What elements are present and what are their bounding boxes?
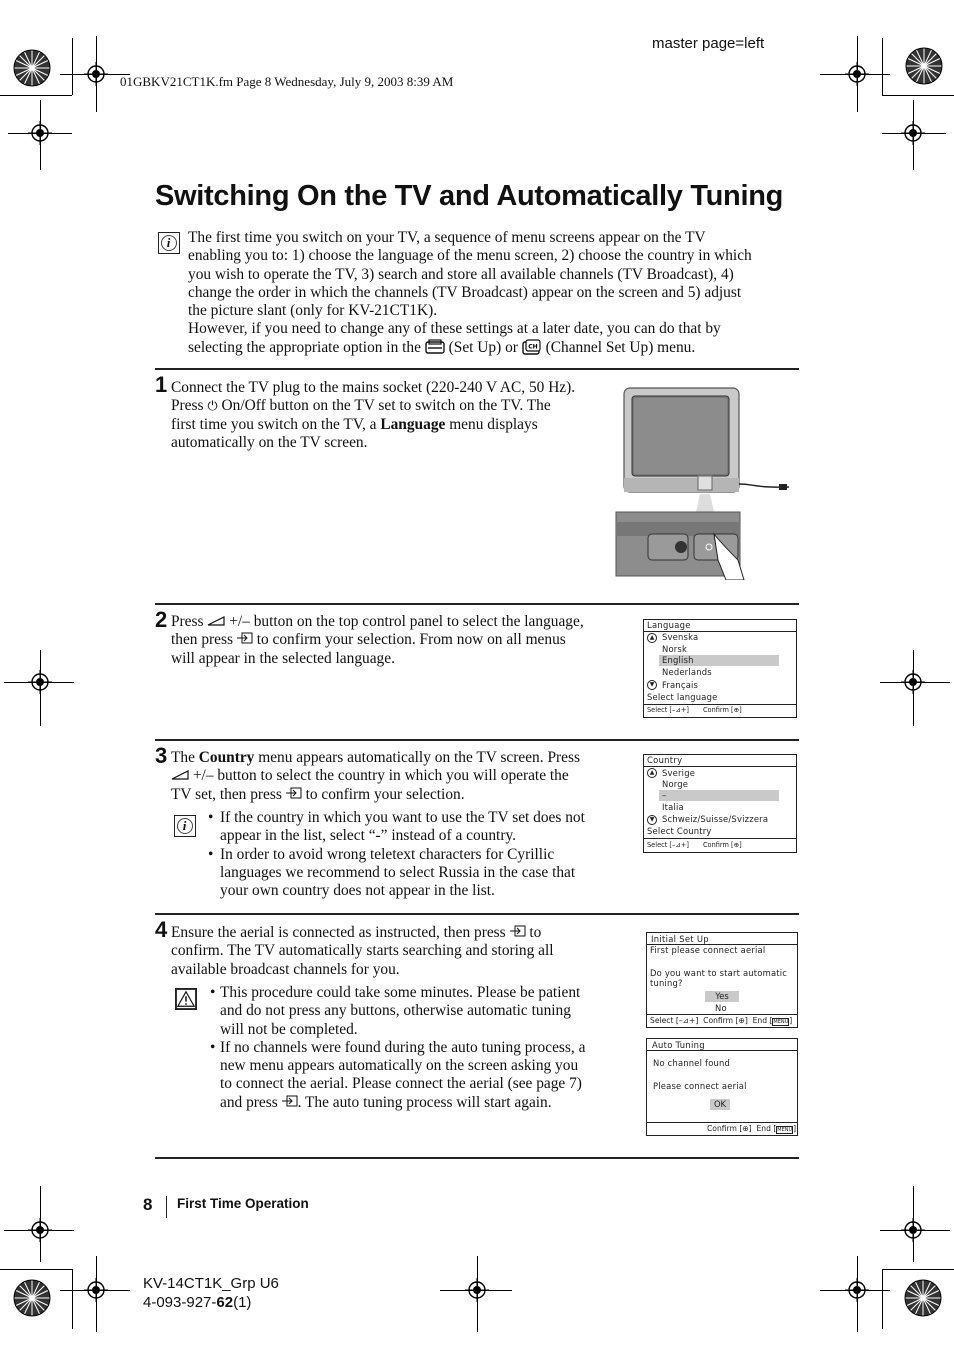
warning-icon [175,988,197,1010]
intro-line: However, if you need to change any of these settings at a later date, you can do that by [188,320,721,338]
step-4-notes [210,984,630,1112]
menu-message: tuning? [650,978,683,988]
registration-mark-icon [845,1278,869,1302]
registration-mark-icon [84,1278,108,1302]
menu-item[interactable]: Svenska [662,632,699,642]
confirm-icon [282,1095,298,1107]
menu-key-icon: MENU [773,1019,789,1025]
channel-setup-icon [522,339,542,355]
volume-wedge-icon [171,770,189,780]
section-divider [155,1157,799,1159]
registration-mark-icon [28,121,52,145]
menu-hint: Select Country [647,826,712,836]
model-code: KV-14CT1K_Grp U6 [143,1275,279,1292]
menu-item[interactable]: Nederlands [662,667,712,677]
section-divider [155,603,799,605]
info-icon: i [158,232,180,254]
step-3-text: The Country menu appears automatically on the TV screen. Press +/– button to select the country in which you will operate the TV set, then press to confirm your selection. [171,749,580,803]
registration-mark-icon [901,1218,925,1242]
intro-line: the picture slant (only for KV-21CT1K). [188,302,438,320]
section-divider [155,368,799,370]
menu-message: Please connect aerial [653,1081,747,1091]
menu-item[interactable]: English [662,655,694,665]
registration-mark-icon [901,670,925,694]
volume-wedge-icon [207,616,225,626]
section-divider [155,913,799,915]
initial-setup-menu [646,932,798,1028]
page-number: 8 [143,1195,153,1214]
intro-line: The first time you switch on your TV, a sequence of menu screens appear on the TV [188,229,706,246]
yes-button[interactable]: Yes [705,991,739,1002]
menu-item[interactable]: Norge [662,779,689,789]
menu-footer: Select [–⊿+] Confirm [⊕] [647,706,742,714]
menu-title: Country [647,755,683,765]
menu-item[interactable]: Italia [662,802,684,812]
registration-mark-icon [901,121,925,145]
auto-tuning-menu [646,1038,798,1136]
confirm-icon [286,787,302,799]
menu-title: Auto Tuning [652,1040,705,1050]
step-3-notes [208,809,628,900]
color-bar-starburst-icon [904,46,944,86]
step-number: 4 [155,917,168,942]
confirm-icon [510,925,526,937]
info-icon: i [174,815,196,837]
part-number: 4-093-927-62(1) [143,1294,252,1311]
menu-message: No channel found [653,1058,731,1068]
arrow-up-icon: ▲ [647,768,657,778]
section-divider [155,739,799,741]
menu-key-icon: MENU [777,1127,793,1133]
bullet-item: • This procedure could take some minutes. Please be patient and do not press any buttons, otherwise automatic tuning will not be completed. [210,984,581,1038]
setup-icon [425,339,445,355]
menu-hint: Select language [647,692,718,702]
country-menu [643,754,797,853]
step-number: 1 [155,372,168,397]
menu-footer: Confirm [⊕] End [MENU] [707,1124,797,1133]
power-icon: ⏻ [207,398,218,414]
menu-item[interactable]: Français [662,680,699,690]
arrow-down-icon: ▼ [647,815,657,825]
registration-mark-icon [28,670,52,694]
file-header-line: 01GBKV21CT1K.fm Page 8 Wednesday, July 9, 2003 8:39 AM [120,74,454,89]
page-title: Switching On the TV and Automatically Tuning [155,180,784,212]
step-1-text: Connect the TV plug to the mains socket (220-240 V AC, 50 Hz). Press ⏻ On/Off button on the TV set to switch on the TV. The first time you switch on the TV, a Language menu displays automatically on the TV screen. [171,379,576,451]
bullet-item: • In order to avoid wrong teletext characters for Cyrillic languages we recommend to select Russia in the case that your own country does not appear in the list. [208,845,576,900]
step-2-text: Press +/– button on the top control panel to select the language, then press to confirm your selection. From now on all menus will appear in the selected language. [171,613,584,667]
menu-item[interactable]: Schweiz/Suisse/Svizzera [662,814,769,824]
step-number: 3 [155,743,168,768]
menu-title: Initial Set Up [651,934,709,944]
color-bar-starburst-icon [12,1278,52,1318]
bullet-item: • If no channels were found during the auto tuning process, a new menu appears automatically on the screen asking you to connect the aerial. Please connect the aerial (see page 7) and press . The auto tuning process will start again. [210,1038,586,1111]
registration-mark-icon [465,1278,489,1302]
footer-divider [166,1196,167,1218]
registration-mark-icon [845,62,869,86]
registration-mark-icon [84,62,108,86]
selected-highlight [659,790,779,801]
svg-text:CH: CH [528,343,538,351]
step-number: 2 [155,607,168,632]
menu-message: Do you want to start automatic [650,968,788,978]
tv-illustration [614,384,794,580]
menu-item[interactable]: Sverige [662,768,696,778]
master-page-label: master page=left [652,35,765,52]
intro-line: you wish to operate the TV, 3) search and store all available channels (TV Broadcast), 4) [188,265,734,283]
arrow-down-icon: ▼ [647,680,657,690]
color-bar-starburst-icon [903,1278,943,1318]
arrow-up-icon: ▲ [647,633,657,643]
intro-line: enabling you to: 1) choose the language of the menu screen, 2) choose the country in which [188,247,752,265]
menu-item[interactable]: Norsk [662,644,688,654]
no-button[interactable]: No [715,1003,727,1013]
menu-message: First please connect aerial [650,945,766,955]
section-name: First Time Operation [177,1196,309,1211]
registration-mark-icon [28,1218,52,1242]
menu-footer: Select [–⊿+] Confirm [⊕] End [MENU] [650,1016,793,1025]
intro-line: change the order in which the channels (TV Broadcast) appear on the screen and 5) adjust [188,283,742,301]
ok-button[interactable]: OK [710,1099,730,1110]
step-4-text: Ensure the aerial is connected as instructed, then press to confirm. The TV automatically starts searching and storing all available broadcast channels for you. [171,924,554,978]
bullet-item: • If the country in which you want to use the TV set does not appear in the list, select “-” instead of a country. [208,809,585,845]
intro-paragraph [188,229,808,357]
menu-footer: Select [–⊿+] Confirm [⊕] [647,841,742,849]
menu-item[interactable]: – [662,790,667,800]
color-bar-starburst-icon [12,48,52,88]
language-menu [643,619,797,718]
menu-title: Language [647,620,691,630]
confirm-icon [237,632,253,644]
intro-line: selecting the appropriate option in the (Set Up) or CH (Channel Set Up) menu. [188,338,696,356]
